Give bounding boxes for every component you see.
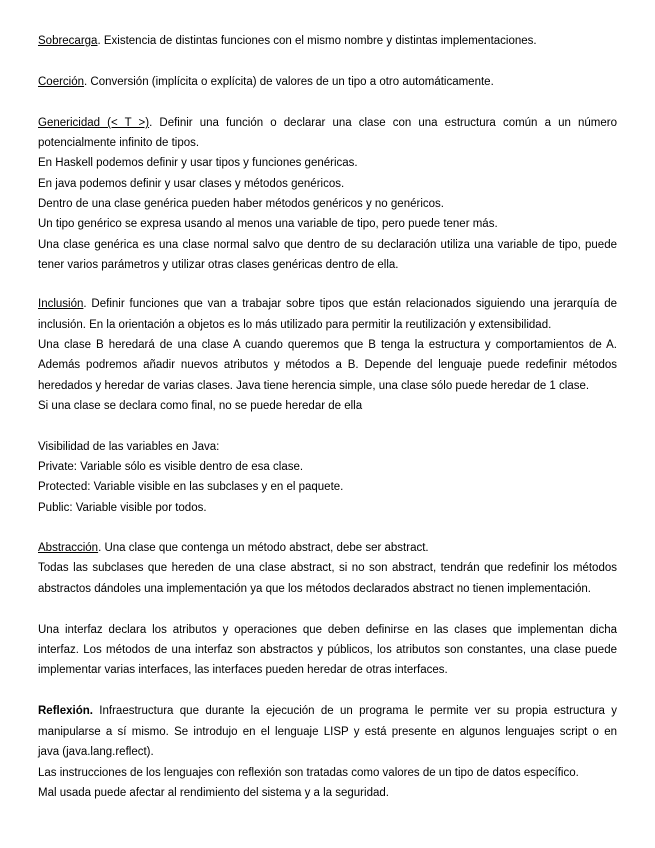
inclusion-line-3: Una clase B heredará de una clase A cuando queremos que B tenga la estructura y comportamientos de A. [38,339,617,351]
genericidad-line-7: Una clase genérica es una clase normal salvo que dentro de su declaración utiliza una variable de tipo, puede [38,239,617,251]
reflexion-line-4: Las instrucciones de los lenguajes con reflexión son tratadas como valores de un tipo de datos específico. [38,767,579,779]
abstraccion-term: Abstracción [38,542,99,554]
reflexion-term: Reflexión. [38,705,93,717]
interfaz-line-1: Una interfaz declara los atributos y operaciones que deben definirse en las clases que implementan dicha [38,624,617,636]
inclusion-line-2: inclusión. En la orientación a objetos es lo más utilizado para permitir la reutilización y extensibilidad. [38,319,552,331]
interfaz-line-3: implementar varias interfaces, las interfaces pueden heredar de otras interfaces. [38,664,448,676]
visibilidad-heading: Visibilidad de las variables en Java: [38,441,220,453]
genericidad-line-8: tener varios parámetros y utilizar otras clases genéricas dentro de ella. [38,259,399,271]
abstraccion-line-2: Todas las subclases que hereden de una clase abstract, si no son abstract, tendrán que redefinir los métodos [38,562,617,574]
sobrecarga-paragraph [38,34,537,48]
coercion-definition: . Conversión (implícita o explícita) de valores de un tipo a otro automáticamente. [84,76,494,88]
reflexion-definition: Infraestructura que durante la ejecución de un programa le permite ver su propia estructura y [92,705,617,717]
inclusion-line-5: heredados y heredar de varias clases. Java tiene herencia simple, una clase sólo puede heredar de 1 clase. [38,380,590,392]
visibilidad-protected: Protected: Variable visible en las subclases y en el paquete. [38,481,344,493]
inclusion-line-6: Si una clase se declara como final, no se puede heredar de ella [38,400,363,412]
interfaz-line-2: interfaz. Los métodos de una interfaz son abstractos y públicos, los atributos son constantes, una clase puede [38,644,617,656]
abstraccion-line-1 [38,541,429,555]
sobrecarga-definition: . Existencia de distintas funciones con el mismo nombre y distintas implementaciones. [97,35,537,47]
genericidad-line-3: En Haskell podemos definir y usar tipos y funciones genéricas. [38,157,358,169]
abstraccion-line-3: abstractos dándoles una implementación ya que los métodos declarados abstract no tienen implementación. [38,583,591,595]
visibilidad-private: Private: Variable sólo es visible dentro de esa clase. [38,461,304,473]
inclusion-line-4: Además podremos añadir nuevos atributos y métodos a B. Depende del lenguaje puede redefinir métodos [38,359,617,371]
sobrecarga-term: Sobrecarga [38,35,98,47]
reflexion-line-5: Mal usada puede afectar al rendimiento del sistema y a la seguridad. [38,787,389,799]
genericidad-line-5: Dentro de una clase genérica pueden haber métodos genéricos y no genéricos. [38,198,444,210]
reflexion-line-3: java (java.lang.reflect). [38,746,154,758]
genericidad-line-4: En java podemos definir y usar clases y métodos genéricos. [38,178,345,190]
abstraccion-definition: . Una clase que contenga un método abstract, debe ser abstract. [98,542,429,554]
reflexion-line-1 [38,704,617,718]
coercion-paragraph [38,75,494,89]
genericidad-line-1 [38,116,617,130]
genericidad-definition: . Definir una función o declarar una clase con una estructura común a un número [149,117,617,129]
visibilidad-public: Public: Variable visible por todos. [38,502,207,514]
inclusion-line-1 [38,297,617,311]
genericidad-term: Genericidad (< T >) [38,117,150,129]
genericidad-line-6: Un tipo genérico se expresa usando al menos una variable de tipo, pero puede tener más. [38,218,498,230]
genericidad-line-2: potencialmente infinito de tipos. [38,137,200,149]
coercion-term: Coerción [38,76,85,88]
inclusion-definition: . Definir funciones que van a trabajar sobre tipos que están relacionados siguiendo una jerarquía de [83,298,617,310]
inclusion-term: Inclusión [38,298,84,310]
reflexion-line-2: manipularse a sí mismo. Se introdujo en el lenguaje LISP y está presente en algunos lenguajes script o en [38,726,617,738]
